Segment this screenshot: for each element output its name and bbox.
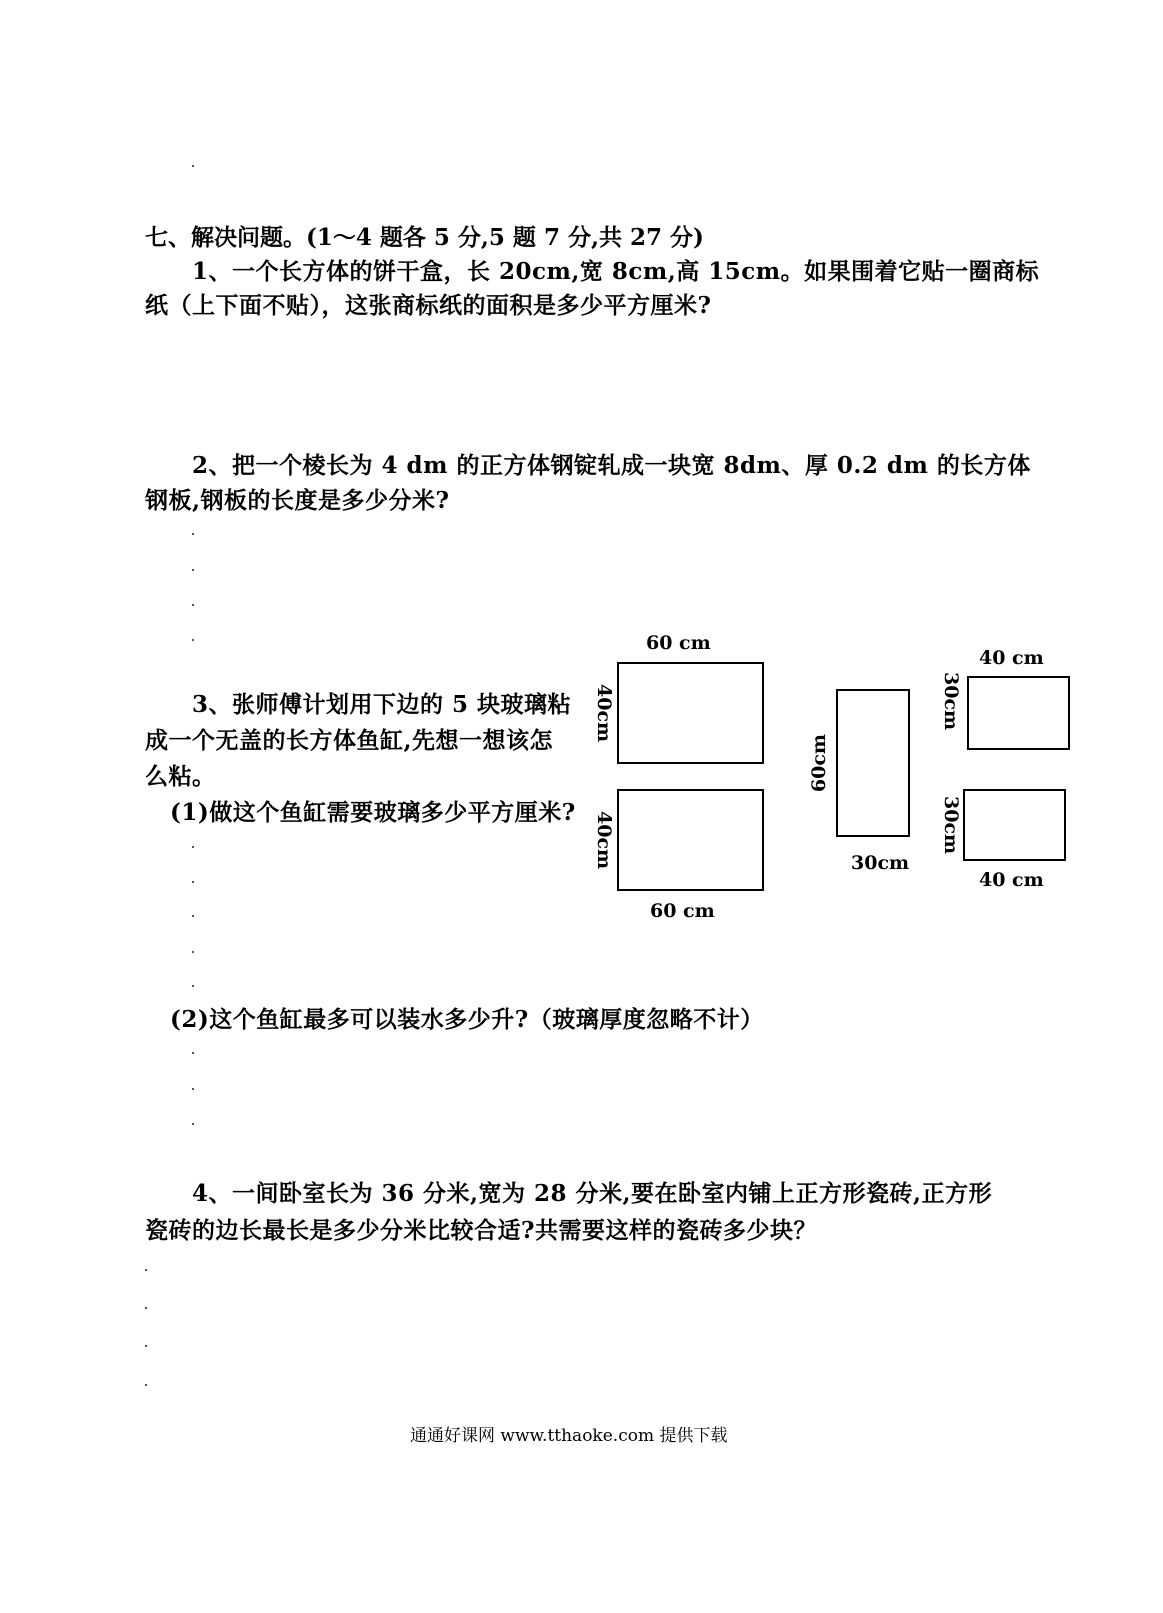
- answer-space-mark: [145, 1345, 147, 1347]
- answer-space-mark: [192, 915, 194, 917]
- glass-panel-3: [836, 689, 910, 837]
- q3-sub2: (2)这个鱼缸最多可以装水多少升?（玻璃厚度忽略不计）: [170, 1006, 764, 1033]
- answer-space-mark: [192, 1052, 194, 1054]
- answer-space-mark: [145, 1384, 147, 1386]
- answer-space-mark: [192, 846, 194, 848]
- glass-panel-1: [617, 662, 764, 764]
- glass2-height-label: 40cm: [593, 811, 615, 870]
- glass3-width-label: 30cm: [851, 852, 910, 874]
- q4-text-line1: 4、一间卧室长为 36 分米,宽为 28 分米,要在卧室内铺上正方形瓷砖,正方形: [192, 1180, 993, 1207]
- glass5-height-label: 30cm: [940, 796, 962, 855]
- answer-space-mark: [192, 985, 194, 987]
- answer-space-mark: [192, 569, 194, 571]
- glass1-width-label: 60 cm: [646, 632, 711, 654]
- answer-space-mark: [145, 1269, 147, 1271]
- section-heading: 七、解决问题。(1～4 题各 5 分,5 题 7 分,共 27 分): [145, 224, 704, 251]
- q3-sub1: (1)做这个鱼缸需要玻璃多少平方厘米?: [170, 799, 576, 826]
- glass3-height-label: 60cm: [808, 734, 830, 793]
- answer-space-mark: [192, 639, 194, 641]
- answer-space-mark: [192, 951, 194, 953]
- answer-space-mark: [192, 881, 194, 883]
- footer-credit: 通通好课网 www.tthaoke.com 提供下载: [410, 1426, 728, 1446]
- q1-text-line2: 纸（上下面不贴），这张商标纸的面积是多少平方厘米?: [145, 292, 712, 319]
- glass2-width-label: 60 cm: [650, 900, 715, 922]
- answer-space-mark: [192, 1123, 194, 1125]
- glass1-height-label: 40cm: [593, 684, 615, 743]
- answer-space-mark: [145, 1307, 147, 1309]
- answer-space-mark: [192, 1088, 194, 1090]
- answer-space-mark: [192, 533, 194, 535]
- q3-text-line2: 成一个无盖的长方体鱼缸,先想一想该怎: [145, 727, 554, 754]
- glass-panel-4: [967, 676, 1070, 750]
- q2-text-line2: 钢板,钢板的长度是多少分米?: [145, 487, 450, 514]
- q4-text-line2: 瓷砖的边长最长是多少分米比较合适?共需要这样的瓷砖多少块？: [145, 1217, 817, 1244]
- glass5-width-label: 40 cm: [979, 869, 1044, 891]
- answer-space-mark: [192, 604, 194, 606]
- glass4-height-label: 30cm: [940, 672, 962, 731]
- glass4-width-label: 40 cm: [979, 647, 1044, 669]
- stray-mark: [192, 165, 194, 167]
- q2-text-line1: 2、把一个棱长为 4 dm 的正方体钢锭轧成一块宽 8dm、厚 0.2 dm 的长方体: [192, 452, 1031, 479]
- q1-text-line1: 1、一个长方体的饼干盒，长 20cm,宽 8cm,高 15cm。如果围着它贴一圈商标: [192, 258, 1040, 285]
- q3-text-line1: 3、张师傅计划用下边的 5 块玻璃粘: [192, 691, 572, 718]
- glass-panel-5: [963, 789, 1066, 861]
- q3-text-line3: 么粘。: [145, 763, 216, 790]
- glass-panel-2: [617, 789, 764, 891]
